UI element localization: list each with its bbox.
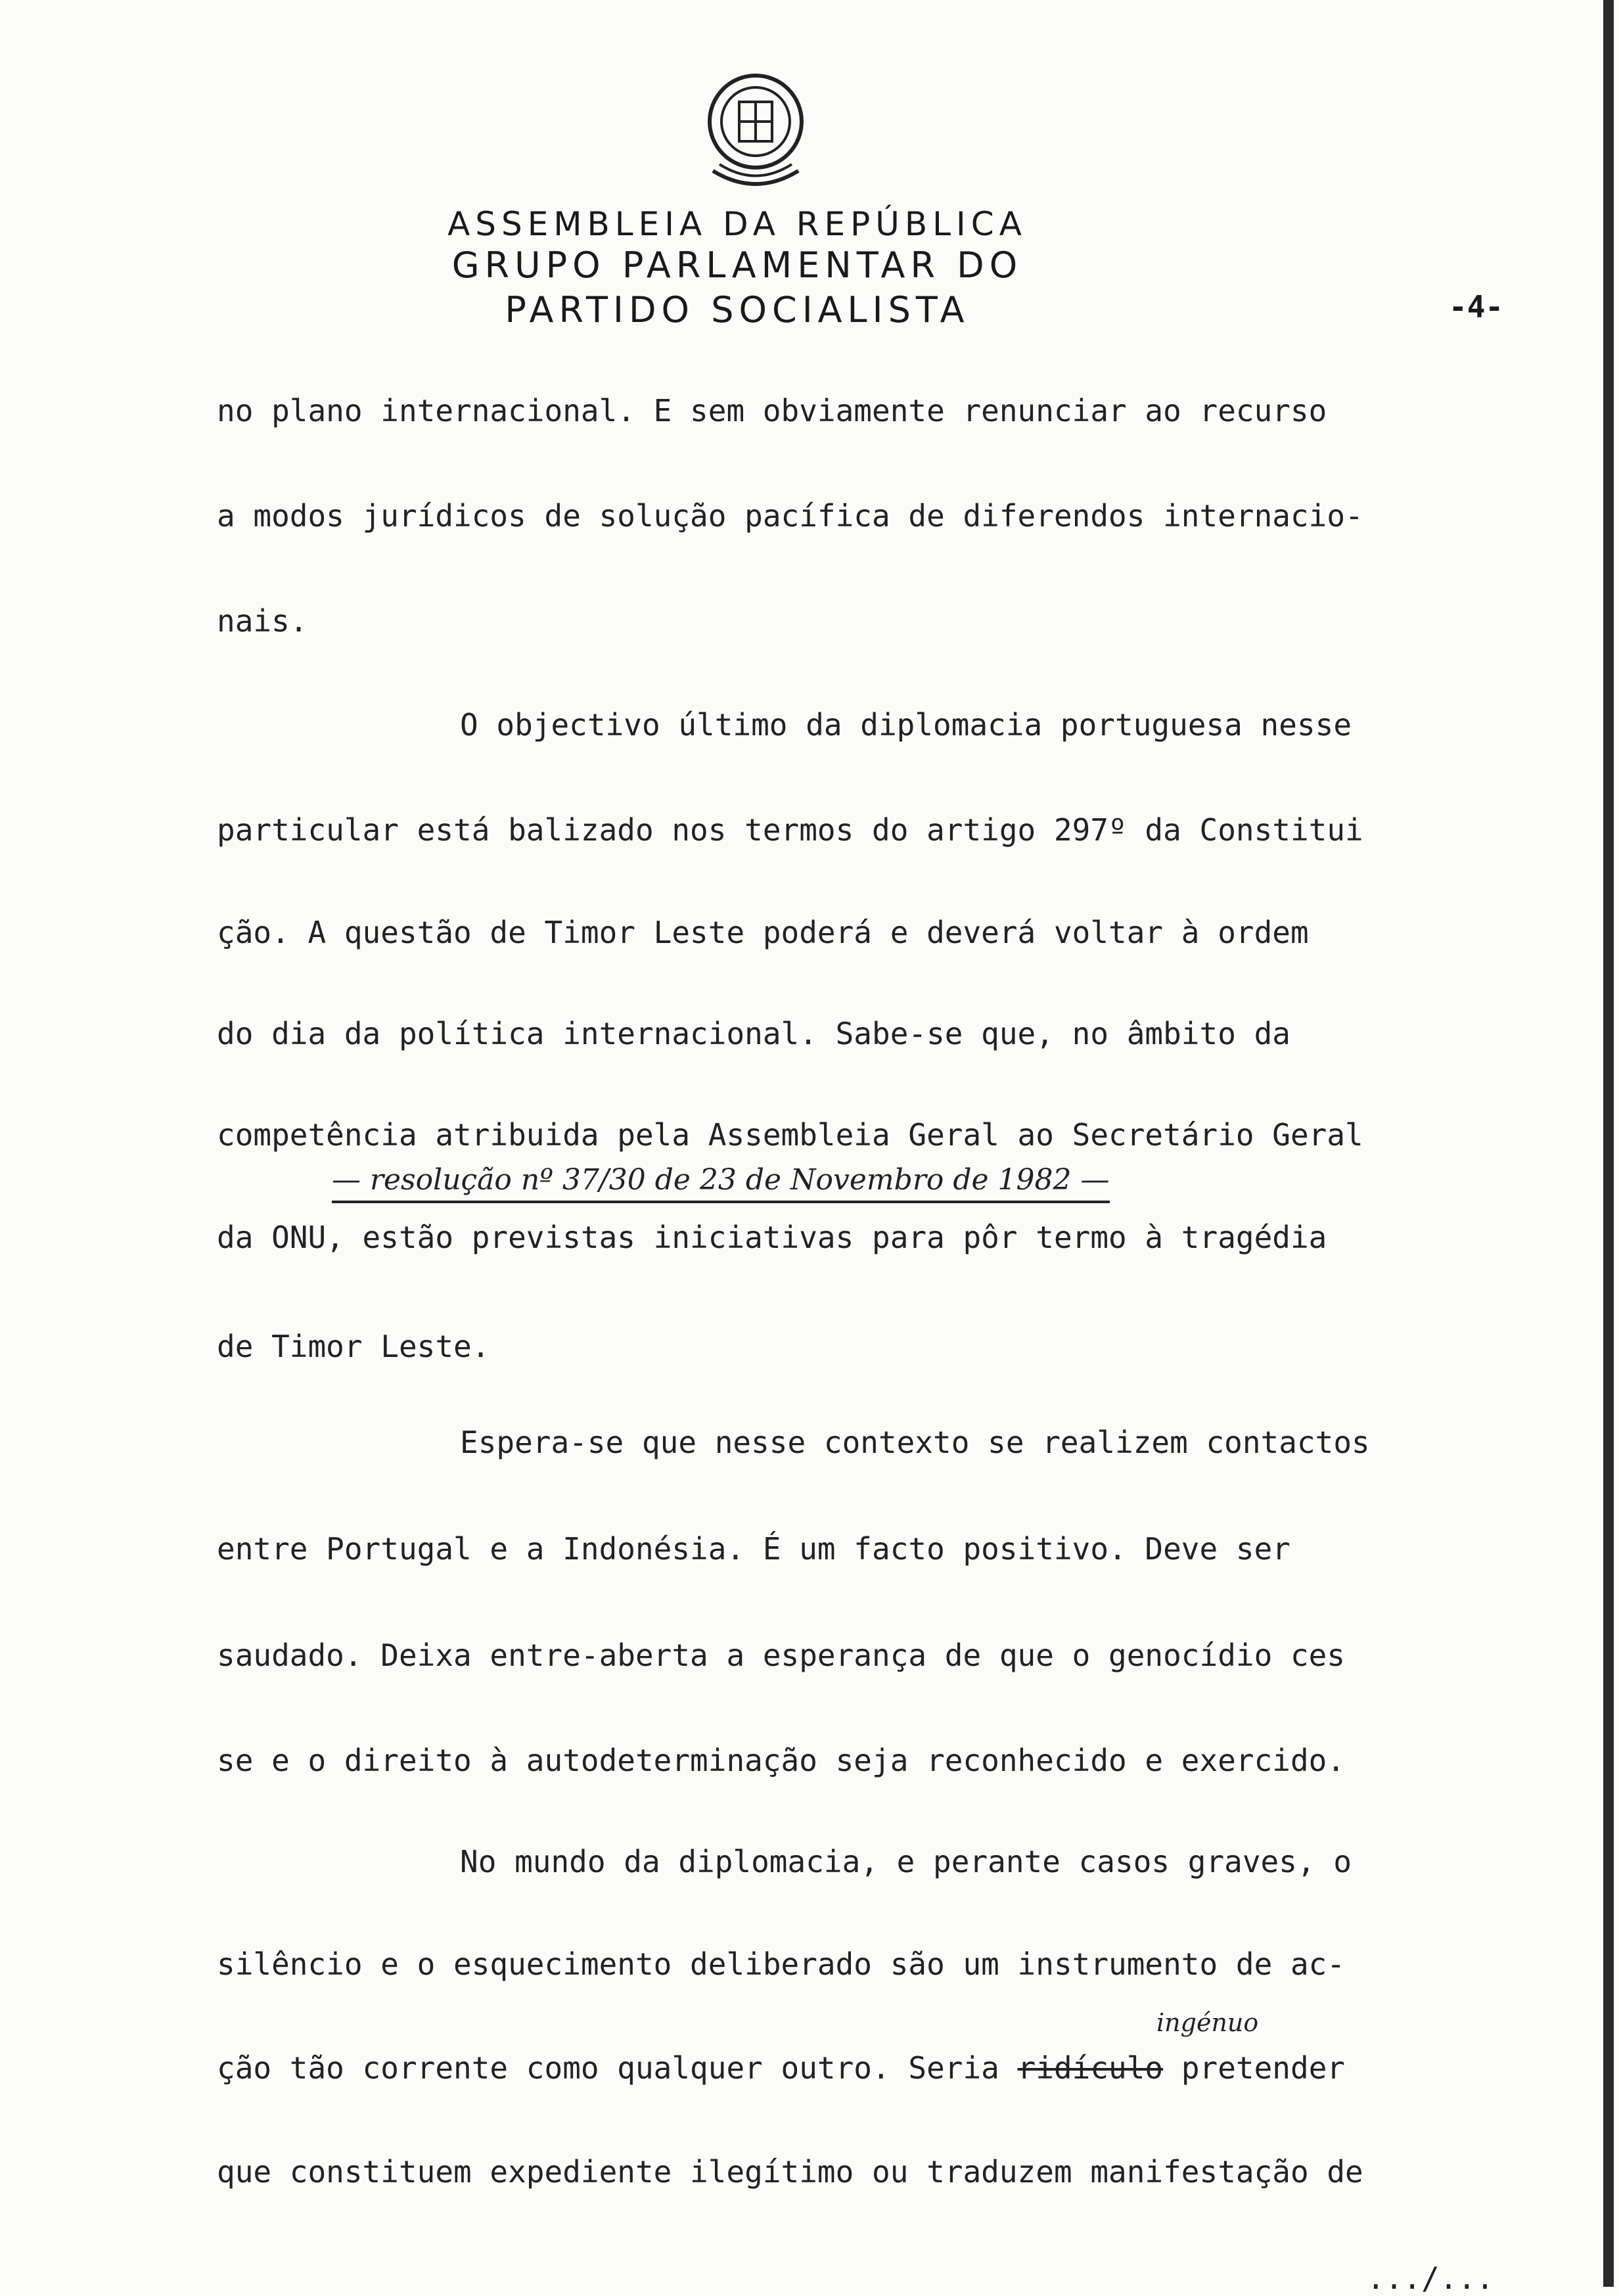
header-line-2: GRUPO PARLAMENTAR DO (451, 244, 1023, 286)
page-number: -4- (1449, 289, 1504, 325)
header-line-1: ASSEMBLEIA DA REPÚBLICA (447, 205, 1027, 243)
text-line: saudado. Deixa entre-aberta a esperança de que o genocídio ces (217, 1638, 1346, 1673)
text-line: ção. A questão de Timor Leste poderá e deverá voltar à ordem (217, 915, 1309, 950)
text-line: nais. (217, 603, 308, 639)
text-line: a modos jurídicos de solução pacífica de diferendos internacio- (217, 498, 1363, 534)
text-line: do dia da política internacional. Sabe-se que, no âmbito da (217, 1016, 1290, 1051)
text-line: que constituem expediente ilegítimo ou traduzem manifestação de (217, 2154, 1363, 2190)
text-line: competência atribuida pela Assembleia Geral ao Secretário Geral (217, 1117, 1363, 1153)
struck-word: ridículo (1017, 2050, 1164, 2086)
text-line: particular está balizado nos termos do artigo 297º da Constitui (217, 812, 1363, 848)
parliament-crest-icon (693, 66, 818, 197)
text-line: se e o direito à autodeterminação seja reconhecido e exercido. (217, 1743, 1346, 1778)
text-line: no plano internacional. E sem obviamente renunciar ao recurso (217, 393, 1327, 428)
handwritten-annotation: — resolução nº 37/30 de 23 de Novembro de 1982 — (332, 1163, 1110, 1203)
text-line: da ONU, estão previstas iniciativas para pôr termo à tragédia (217, 1220, 1327, 1255)
text-line: No mundo da diplomacia, e perante casos graves, o (460, 1844, 1352, 1879)
text-line: de Timor Leste. (217, 1329, 490, 1364)
text-line: silêncio e o esquecimento deliberado são um instrumento de ac- (217, 1946, 1346, 1982)
continuation-mark: .../... (1367, 2261, 1494, 2296)
handwritten-correction: ingénuo (1156, 2008, 1259, 2037)
header-line-3: PARTIDO SOCIALISTA (505, 289, 970, 331)
text-line: O objectivo último da diplomacia portuguesa nesse (460, 707, 1352, 743)
text-line: ção tão corrente como qualquer outro. Seria ridículo pretender (217, 2050, 1346, 2086)
scan-edge (1603, 0, 1614, 2287)
text-line: entre Portugal e a Indonésia. É um facto positivo. Deve ser (217, 1531, 1290, 1567)
text-line: Espera-se que nesse contexto se realizem contactos (460, 1425, 1370, 1460)
